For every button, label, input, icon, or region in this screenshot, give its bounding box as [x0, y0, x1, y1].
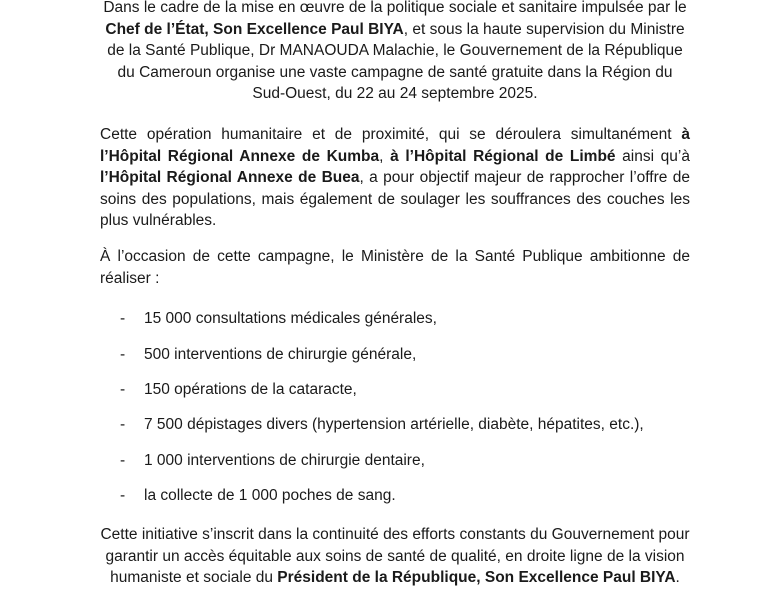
list-dash: -	[120, 381, 126, 398]
operation-text-2: ,	[379, 147, 391, 165]
objectives-lead-paragraph: À l’occasion de cette campagne, le Ministère de la Santé Publique ambitionne de réaliser :	[100, 248, 690, 287]
list-item	[0, 308, 763, 330]
operation-text-1: Cette opération humanitaire et de proximité, qui se déroulera simultanément	[100, 126, 682, 143]
operation-text-3: ainsi qu’à	[615, 147, 690, 165]
list-item	[0, 414, 763, 436]
operation-bold-kumba: à l’Hôpital Régional Annexe de Kumba	[100, 126, 690, 165]
list-item	[0, 450, 763, 472]
list-item-text: la collecte de 1 000 poches de sang.	[144, 487, 396, 504]
operation-paragraph	[100, 124, 690, 232]
closing-text-1: Cette initiative s’inscrit dans la continuité des efforts constants du Gouvernement pour garantir un accès équitable aux soins de santé de qualité, en droite ligne de la vision humaniste et sociale du	[100, 526, 690, 586]
list-item	[0, 344, 763, 366]
closing-text-2: .	[675, 569, 680, 586]
list-item-text: 500 interventions de chirurgie générale,	[144, 346, 417, 363]
list-item-text: 150 opérations de la cataracte,	[144, 381, 357, 398]
intro-text-1: Dans le cadre de la mise en œuvre de la politique sociale et sanitaire impulsée par le	[103, 0, 687, 16]
intro-text-2: , et sous la haute supervision du Ministre de la Santé Publique, Dr MANAOUDA Malachie, le Gouvernement de la République du Cameroun organise une vaste campagne de santé gratuite dans la Région du Sud-Ouest, du 22 au 24 septembre 2025.	[107, 20, 685, 102]
closing-paragraph	[100, 524, 690, 589]
list-dash: -	[120, 416, 126, 433]
list-item	[0, 485, 763, 507]
operation-bold-limbe: à l’Hôpital Régional de Limbé	[390, 147, 616, 165]
closing-bold-president: Président de la République, Son Excellence Paul BIYA	[277, 569, 676, 586]
list-dash: -	[120, 487, 126, 504]
list-item-text: 7 500 dépistages divers (hypertension artérielle, diabète, hépatites, etc.),	[144, 416, 644, 433]
operation-bold-buea: l’Hôpital Régional Annexe de Buea	[100, 169, 360, 186]
list-dash: -	[120, 452, 126, 469]
intro-paragraph	[100, 0, 690, 105]
list-item	[0, 379, 763, 401]
list-item-text: 1 000 interventions de chirurgie dentaire,	[144, 452, 425, 469]
operation-text-4: , a pour objectif majeur de rapprocher l’offre de soins des populations, mais également de soulager les souffrances des couches les plus vulnérables.	[100, 169, 690, 229]
list-dash: -	[120, 346, 126, 363]
intro-bold-head-of-state: Chef de l’État, Son Excellence Paul BIYA	[105, 20, 404, 38]
list-item-text: 15 000 consultations médicales générales,	[144, 310, 437, 327]
list-dash: -	[120, 310, 126, 327]
